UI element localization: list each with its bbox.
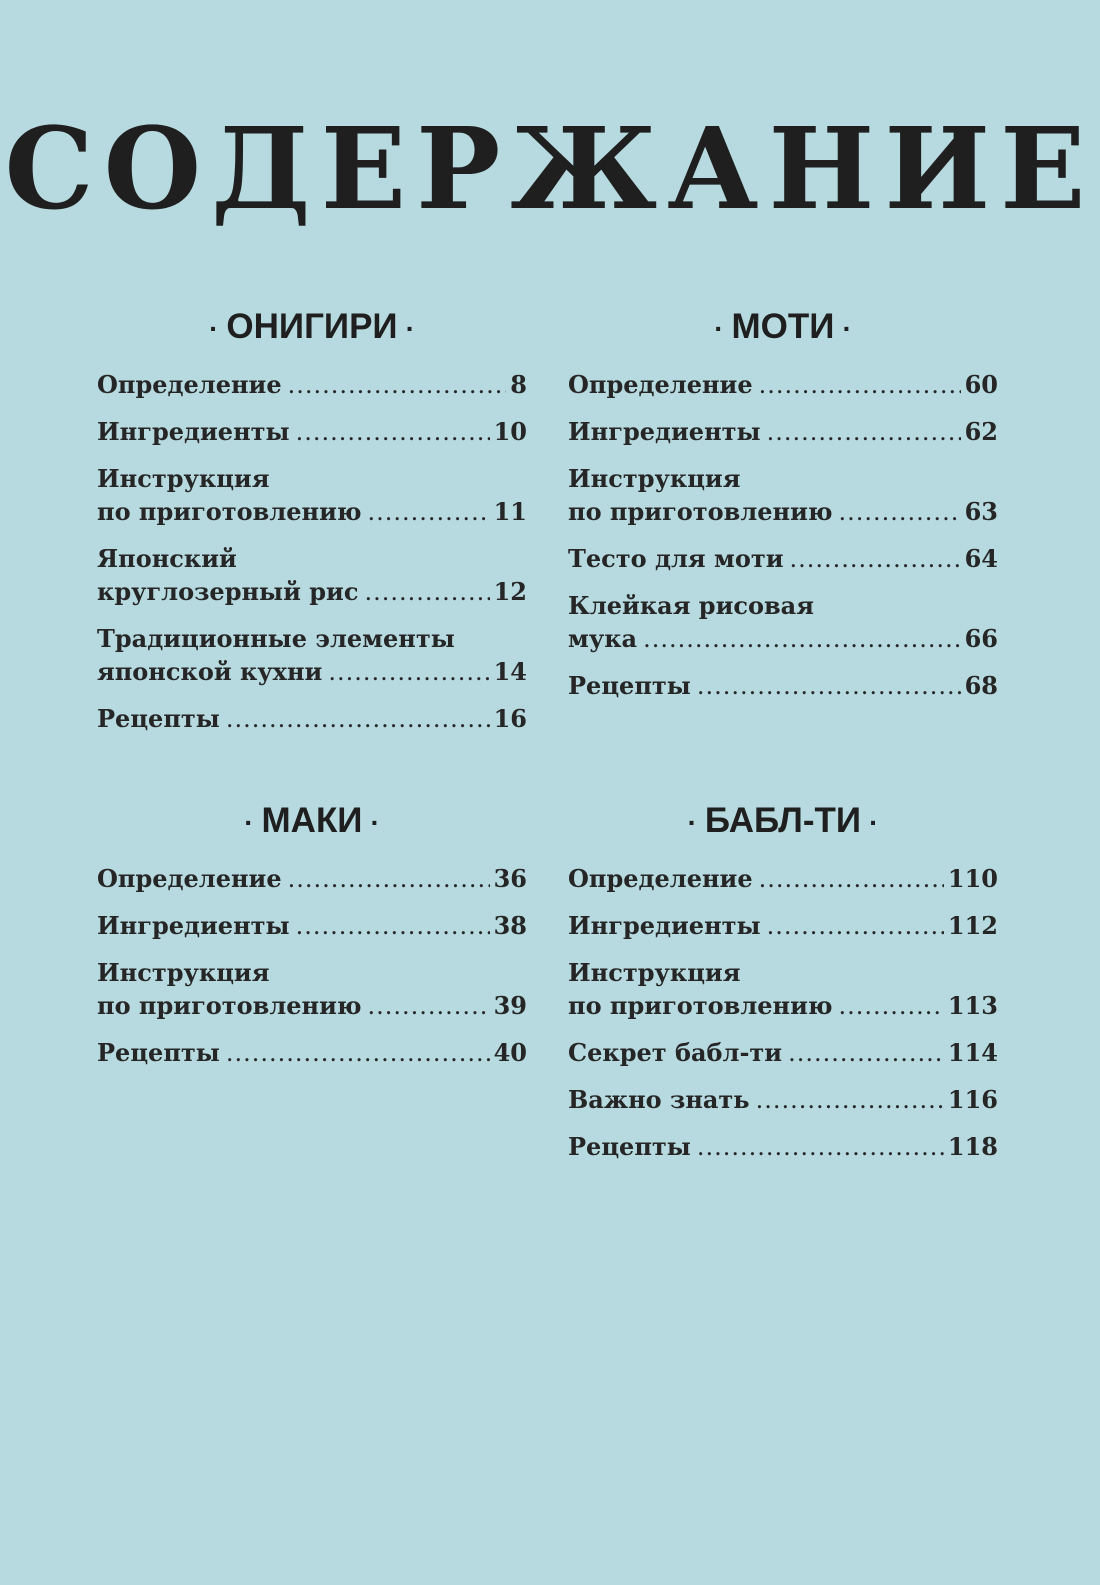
- toc-entry[interactable]: [97, 462, 527, 529]
- toc-entry[interactable]: [97, 368, 527, 402]
- toc-entry-page-number: 10: [493, 417, 527, 446]
- toc-entry[interactable]: [97, 1036, 527, 1070]
- toc-entry-page-number: 40: [493, 1038, 527, 1067]
- toc-entry[interactable]: [568, 1130, 998, 1164]
- toc-entry-label: Определение: [97, 370, 282, 399]
- toc-entry-label-line1: Японский: [97, 544, 237, 573]
- toc-entry-label: Ингредиенты: [568, 417, 761, 446]
- toc-entry-row: [97, 909, 527, 943]
- toc-entry-row: [568, 909, 998, 943]
- toc-entry-label: Ингредиенты: [97, 417, 290, 446]
- toc-entry-row: [568, 989, 998, 1023]
- bullet-dot-icon: ·: [370, 807, 380, 838]
- toc-entry-page-number: 118: [947, 1132, 998, 1161]
- toc-entry-page-number: 116: [947, 1085, 998, 1114]
- toc-entry-page-number: 38: [493, 911, 527, 940]
- toc-entry-list: [568, 368, 998, 703]
- toc-entry-row: [568, 669, 998, 703]
- toc-entry[interactable]: [568, 1036, 998, 1070]
- toc-entry-list: [97, 862, 527, 1070]
- dot-leader: [226, 1037, 490, 1070]
- toc-entry-row: [97, 1036, 527, 1070]
- toc-entry-row: [568, 495, 998, 529]
- toc-entry-row: [568, 862, 998, 896]
- toc-entry-row: [568, 1083, 998, 1117]
- bullet-dot-icon: ·: [869, 807, 879, 838]
- toc-entry-list: [97, 368, 527, 736]
- toc-entry[interactable]: [568, 956, 998, 1023]
- toc-entry[interactable]: [97, 542, 527, 609]
- dot-leader: [364, 576, 489, 609]
- section-heading: [97, 306, 527, 348]
- toc-entry-label: Определение: [97, 864, 282, 893]
- dot-leader: [288, 863, 490, 896]
- toc-entry-label: по приготовлению: [568, 497, 833, 526]
- toc-entry-label: Важно знать: [568, 1085, 750, 1114]
- section-heading: [97, 800, 527, 842]
- toc-entry-label: Тесто для моти: [568, 544, 784, 573]
- toc-entry-label: Определение: [568, 864, 753, 893]
- toc-entry-page-number: 114: [947, 1038, 998, 1067]
- section-heading-label: БАБЛ-ТИ: [704, 801, 862, 840]
- toc-entry-row: [568, 542, 998, 576]
- dot-leader: [368, 496, 490, 529]
- toc-entry[interactable]: [97, 622, 527, 689]
- toc-entry[interactable]: [97, 956, 527, 1023]
- toc-entry-page-number: 64: [964, 544, 998, 573]
- dot-leader: [368, 990, 490, 1023]
- toc-entry-row: [568, 368, 998, 402]
- bullet-dot-icon: ·: [209, 313, 219, 344]
- toc-entry-label: по приготовлению: [97, 497, 362, 526]
- toc-entry[interactable]: [568, 368, 998, 402]
- dot-leader: [839, 990, 944, 1023]
- bullet-dot-icon: ·: [244, 807, 254, 838]
- toc-entry-label: Секрет бабл-ти: [568, 1038, 783, 1067]
- page-title: СОДЕРЖАНИЕ: [4, 104, 1096, 235]
- section-onigiri: [97, 306, 527, 749]
- toc-entry-label: Рецепты: [568, 671, 691, 700]
- toc-entry[interactable]: [568, 589, 998, 656]
- dot-leader: [759, 369, 961, 402]
- toc-entry-page-number: 16: [493, 704, 527, 733]
- toc-entry[interactable]: [97, 702, 527, 736]
- toc-entry-page-number: 68: [964, 671, 998, 700]
- toc-entry-row: [97, 495, 527, 529]
- toc-entry-page-number: 62: [964, 417, 998, 446]
- toc-entry-row: [97, 989, 527, 1023]
- toc-entry-label: Рецепты: [97, 1038, 220, 1067]
- toc-entry-label-line1: Традиционные элементы: [97, 624, 455, 653]
- dot-leader: [759, 863, 944, 896]
- dot-leader: [756, 1084, 944, 1117]
- dot-leader: [296, 416, 490, 449]
- toc-entry[interactable]: [568, 462, 998, 529]
- toc-entry-label: Рецепты: [568, 1132, 691, 1161]
- section-moti: [568, 306, 998, 716]
- dot-leader: [226, 703, 490, 736]
- toc-entry-list: [568, 862, 998, 1164]
- toc-entry-page-number: 60: [964, 370, 998, 399]
- toc-entry-label: японской кухни: [97, 657, 323, 686]
- dot-leader: [288, 369, 507, 402]
- toc-entry-label-line1: Клейкая рисовая: [568, 591, 814, 620]
- toc-entry-row: [568, 1036, 998, 1070]
- toc-entry-row: [97, 575, 527, 609]
- section-heading-label: ОНИГИРИ: [226, 307, 398, 346]
- toc-entry[interactable]: [97, 415, 527, 449]
- toc-entry-page-number: 12: [493, 577, 527, 606]
- toc-entry[interactable]: [568, 542, 998, 576]
- toc-entry-page-number: 11: [493, 497, 527, 526]
- toc-entry[interactable]: [97, 862, 527, 896]
- toc-entry-label: по приготовлению: [97, 991, 362, 1020]
- toc-entry-page-number: 112: [947, 911, 998, 940]
- toc-entry[interactable]: [568, 862, 998, 896]
- section-heading: [568, 800, 998, 842]
- bullet-dot-icon: ·: [405, 313, 415, 344]
- toc-entry-label: круглозерный рис: [97, 577, 359, 606]
- toc-entry[interactable]: [568, 669, 998, 703]
- toc-entry[interactable]: [568, 909, 998, 943]
- toc-entry-label: Рецепты: [97, 704, 220, 733]
- toc-entry-row: [568, 415, 998, 449]
- toc-entry-page-number: 8: [510, 370, 527, 399]
- toc-entry-label-line1: Инструкция: [97, 958, 270, 987]
- section-heading: [568, 306, 998, 348]
- toc-entry-page-number: 63: [964, 497, 998, 526]
- toc-entry-page-number: 14: [493, 657, 527, 686]
- bullet-dot-icon: ·: [714, 313, 724, 344]
- toc-entry-label: Ингредиенты: [568, 911, 761, 940]
- toc-entry[interactable]: [568, 415, 998, 449]
- toc-entry-page-number: 36: [493, 864, 527, 893]
- toc-entry-row: [97, 655, 527, 689]
- toc-entry-row: [97, 862, 527, 896]
- toc-entry-row: [97, 702, 527, 736]
- section-bubble-tea: [568, 800, 998, 1177]
- toc-entry-label-line1: Инструкция: [568, 464, 741, 493]
- bullet-dot-icon: ·: [687, 807, 697, 838]
- toc-entry-page-number: 39: [493, 991, 527, 1020]
- section-heading-label: МАКИ: [261, 801, 363, 840]
- toc-entry-row: [568, 622, 998, 656]
- dot-leader: [643, 623, 961, 656]
- toc-entry[interactable]: [568, 1083, 998, 1117]
- dot-leader: [296, 910, 490, 943]
- dot-leader: [767, 910, 944, 943]
- dot-leader: [328, 656, 489, 689]
- dot-leader: [790, 543, 961, 576]
- toc-entry-label: Ингредиенты: [97, 911, 290, 940]
- section-heading-label: МОТИ: [731, 307, 835, 346]
- dot-leader: [767, 416, 961, 449]
- toc-entry-page-number: 66: [964, 624, 998, 653]
- toc-entry-row: [97, 415, 527, 449]
- dot-leader: [788, 1037, 944, 1070]
- toc-entry-label-line1: Инструкция: [97, 464, 270, 493]
- dot-leader: [697, 670, 961, 703]
- toc-entry-label-line1: Инструкция: [568, 958, 741, 987]
- bullet-dot-icon: ·: [842, 313, 852, 344]
- toc-entry-page-number: 113: [947, 991, 998, 1020]
- toc-entry-row: [568, 1130, 998, 1164]
- toc-entry-row: [97, 368, 527, 402]
- toc-entry-label: мука: [568, 624, 638, 653]
- toc-entry[interactable]: [97, 909, 527, 943]
- section-maki: [97, 800, 527, 1083]
- dot-leader: [697, 1131, 944, 1164]
- dot-leader: [839, 496, 961, 529]
- toc-entry-page-number: 110: [947, 864, 998, 893]
- toc-entry-label: по приготовлению: [568, 991, 833, 1020]
- toc-entry-label: Определение: [568, 370, 753, 399]
